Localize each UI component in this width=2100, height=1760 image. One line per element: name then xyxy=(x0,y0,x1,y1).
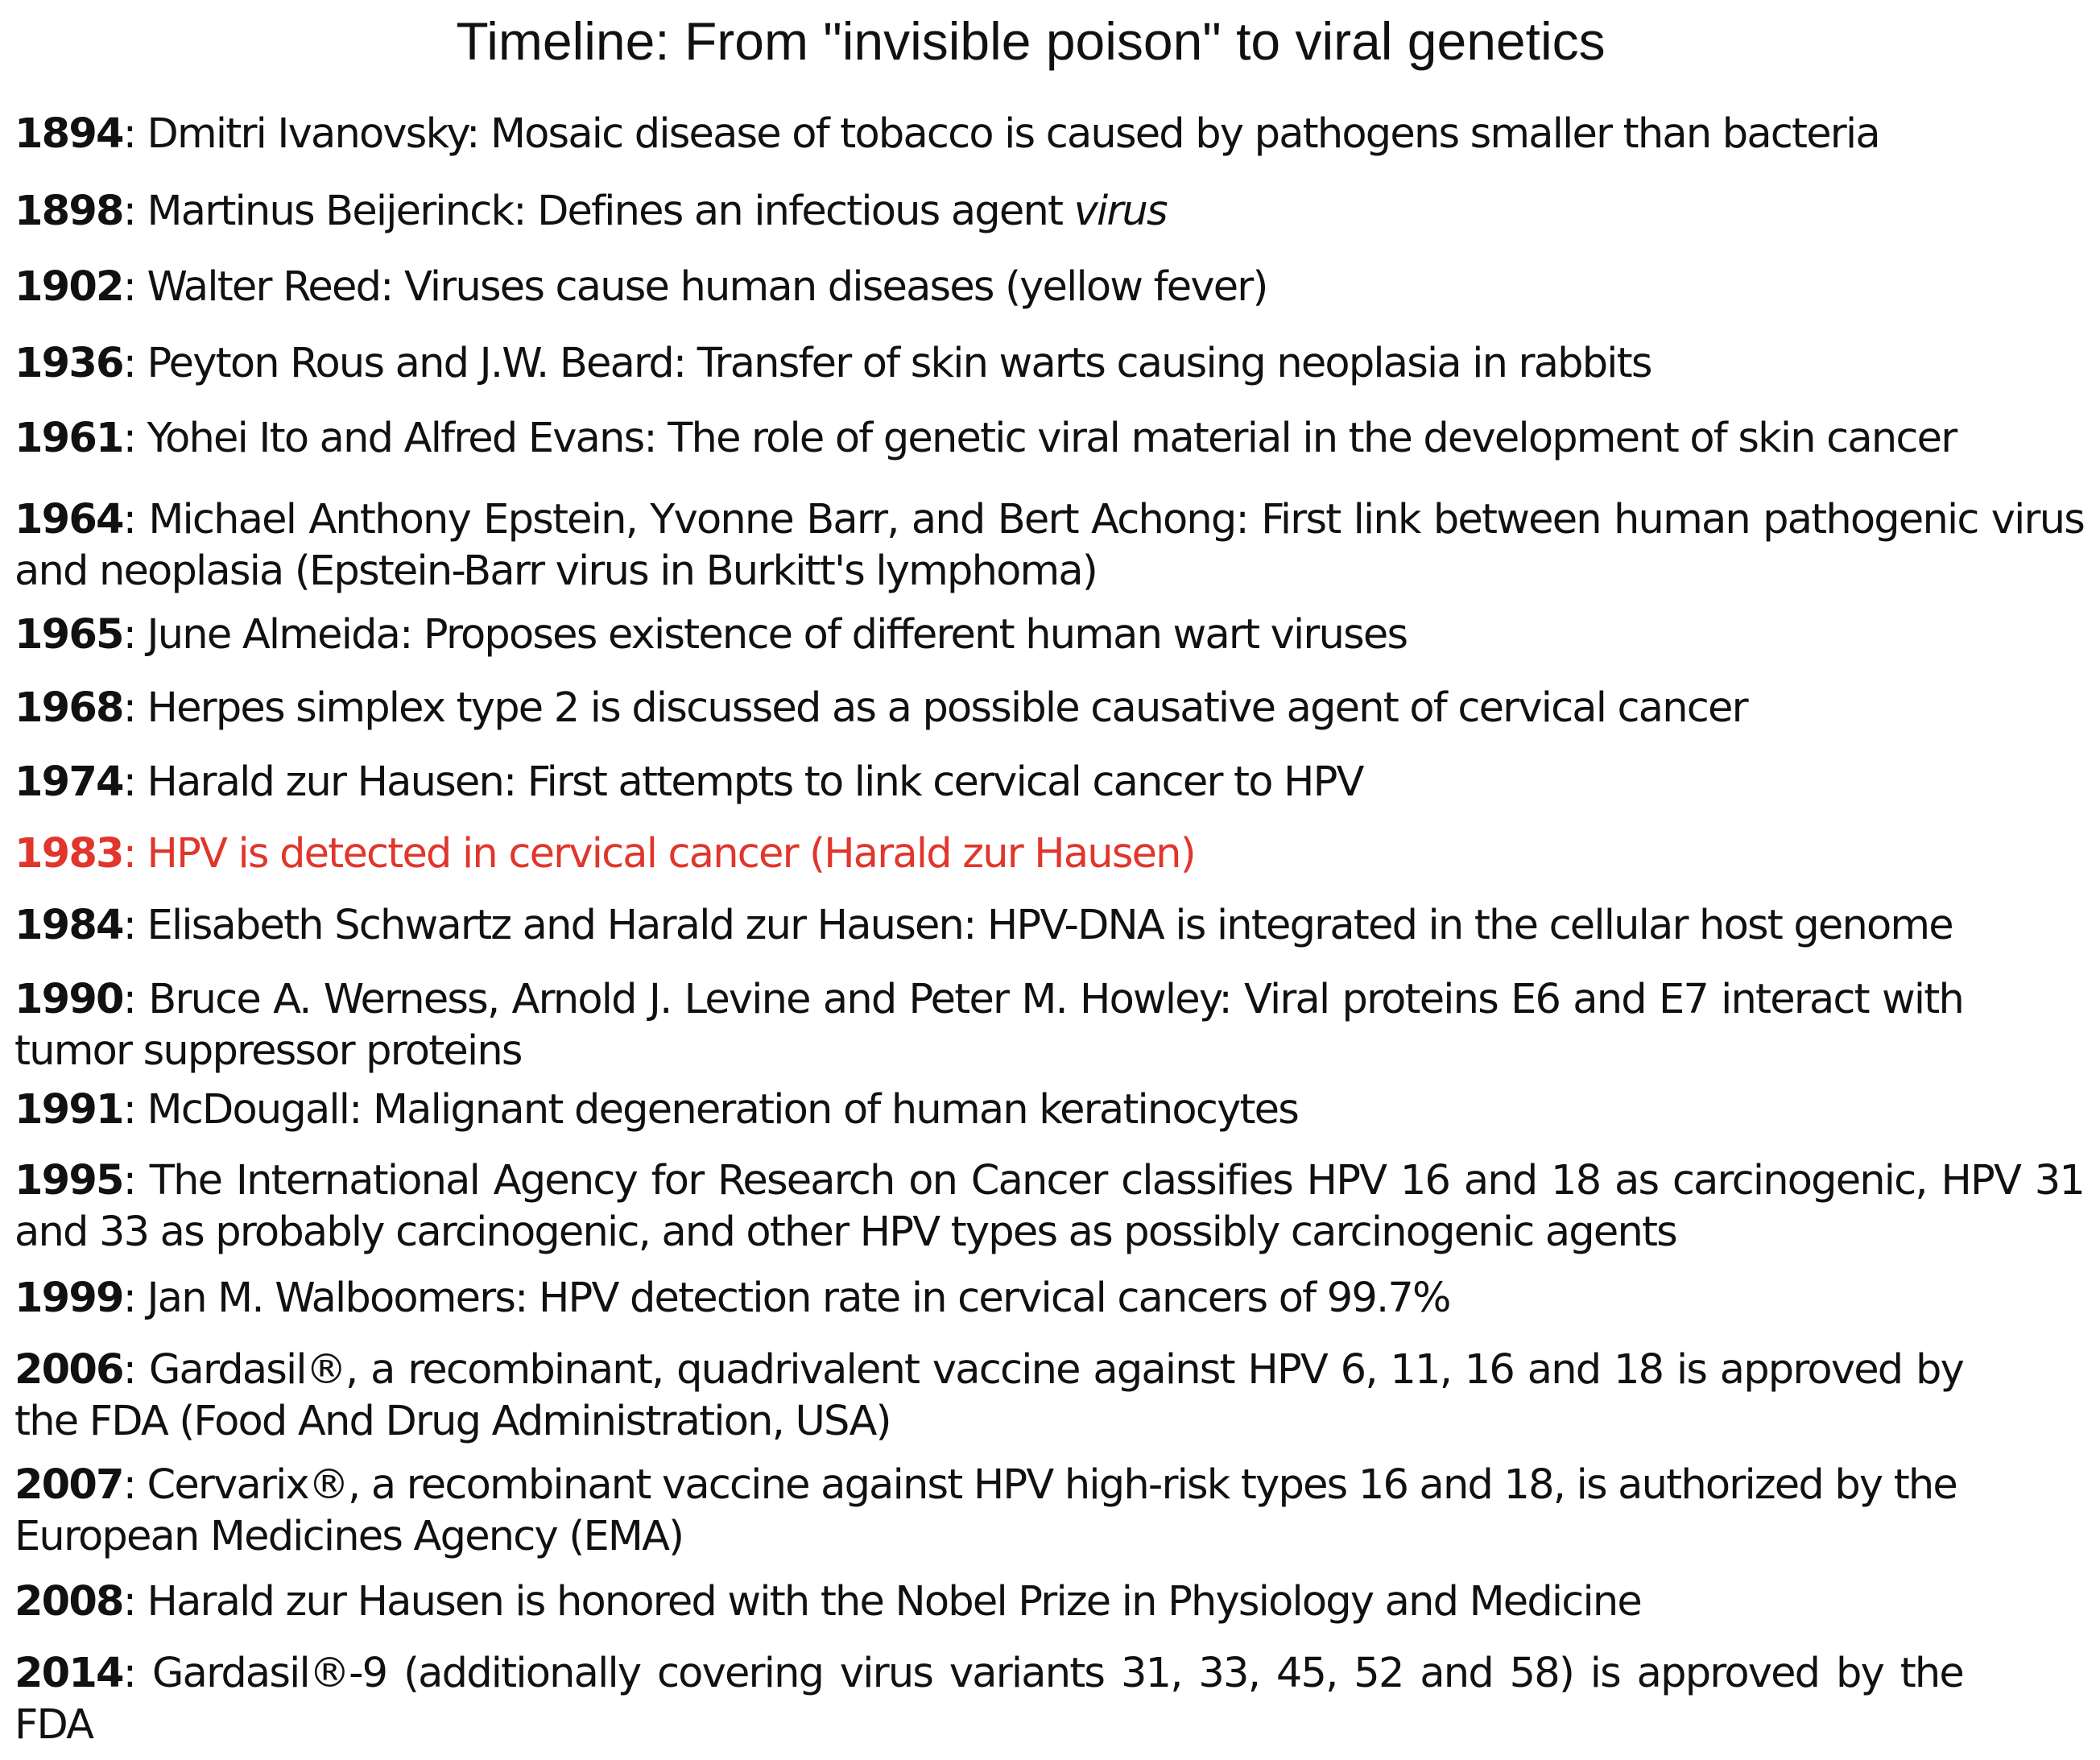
entry-text: Yohei Ito and Alfred Evans: The role of genetic viral material in the development of skin cancer xyxy=(147,415,1957,462)
entry-text: Michael Anthony Epstein, Yvonne Barr, and Bert Achong: First link between human pathogenic virus and neoplasia (Epstein-Barr virus in Burkitt's lymphoma) xyxy=(14,496,2085,595)
entry-year: 1936 xyxy=(14,340,123,387)
entry-text: June Almeida: Proposes existence of different human wart viruses xyxy=(147,611,1408,659)
entry-text: Gardasil®, a recombinant, quadrivalent vaccine against HPV 6, 11, 16 and 18 is approved by the FDA (Food And Drug Administration, USA) xyxy=(14,1346,1963,1445)
timeline-entry-2014 xyxy=(14,1648,1963,1751)
timeline-entry-2007 xyxy=(14,1460,1979,1563)
timeline-entry-1983-highlighted xyxy=(14,828,1195,880)
timeline-entry-2006 xyxy=(14,1345,1963,1448)
entry-text: Gardasil®-9 (additionally covering virus variants 31, 33, 45, 52 and 58) is approved by the FDA xyxy=(14,1650,1963,1749)
entry-separator: : xyxy=(122,1461,147,1509)
entry-text: Herpes simplex type 2 is discussed as a possible causative agent of cervical cancer xyxy=(147,684,1747,732)
entry-text: HPV is detected in cervical cancer (Harald zur Hausen) xyxy=(147,830,1195,878)
timeline-entry-2008 xyxy=(14,1576,1641,1628)
entry-separator: : xyxy=(122,611,147,659)
timeline-entry-1999 xyxy=(14,1273,1450,1324)
entry-year: 2006 xyxy=(14,1346,123,1394)
entry-separator: : xyxy=(122,1650,152,1697)
entry-separator: : xyxy=(122,110,147,158)
entry-year: 1964 xyxy=(14,496,123,543)
entry-separator: : xyxy=(122,684,147,732)
entry-separator: : xyxy=(122,263,147,311)
entry-year: 1999 xyxy=(14,1275,123,1322)
entry-text: Dmitri Ivanovsky: Mosaic disease of tobacco is caused by pathogens smaller than bacteria xyxy=(147,110,1879,158)
entry-separator: : xyxy=(122,830,147,878)
entry-year: 1995 xyxy=(14,1157,123,1204)
entry-year: 1898 xyxy=(14,188,123,235)
entry-emphasis: virus xyxy=(1073,188,1167,235)
entry-text: Walter Reed: Viruses cause human diseases (yellow fever) xyxy=(147,263,1267,311)
entry-year: 1991 xyxy=(14,1086,123,1134)
entry-text: Harald zur Hausen is honored with the Nobel Prize in Physiology and Medicine xyxy=(147,1578,1642,1626)
entry-year: 1968 xyxy=(14,684,123,732)
entry-text: Bruce A. Werness, Arnold J. Levine and Peter M. Howley: Viral proteins E6 and E7 interact with tumor suppressor proteins xyxy=(14,976,1963,1075)
timeline-entry-1961 xyxy=(14,413,1956,465)
timeline-entry-1894 xyxy=(14,109,1879,160)
entry-text: Elisabeth Schwartz and Harald zur Hausen: HPV-DNA is integrated in the cellular host genome xyxy=(147,902,1953,949)
entry-year: 2008 xyxy=(14,1578,123,1626)
entry-separator: : xyxy=(122,1275,147,1322)
entry-year: 1965 xyxy=(14,611,123,659)
timeline-entry-1984 xyxy=(14,900,1953,952)
entry-separator: : xyxy=(122,1346,149,1394)
entry-separator: : xyxy=(122,188,147,235)
entry-separator: : xyxy=(122,976,149,1023)
entry-year: 1961 xyxy=(14,415,123,462)
entry-separator: : xyxy=(122,1086,147,1134)
entry-year: 1983 xyxy=(14,830,123,878)
entry-year: 1984 xyxy=(14,902,123,949)
timeline-entry-1965 xyxy=(14,609,1407,661)
entry-year: 2014 xyxy=(14,1650,123,1697)
entry-year: 1894 xyxy=(14,110,123,158)
entry-text: Jan M. Walboomers: HPV detection rate in cervical cancers of 99.7% xyxy=(147,1275,1450,1322)
page-title: Timeline: From "invisible poison" to viral genetics xyxy=(456,11,1606,71)
timeline-entry-1991 xyxy=(14,1085,1298,1136)
entry-separator: : xyxy=(122,1578,147,1626)
timeline-entry-1964 xyxy=(14,494,2084,597)
entry-separator: : xyxy=(122,1157,150,1204)
entry-text: Harald zur Hausen: First attempts to link cervical cancer to HPV xyxy=(147,758,1363,806)
timeline-entry-1974 xyxy=(14,757,1363,808)
entry-text: Cervarix®, a recombinant vaccine against HPV high-risk types 16 and 18, is authorized by the European Medicines Agency (EMA) xyxy=(14,1461,1957,1560)
entry-separator: : xyxy=(122,415,147,462)
entry-year: 1974 xyxy=(14,758,123,806)
entry-separator: : xyxy=(122,902,147,949)
timeline-entry-1898 xyxy=(14,186,1167,238)
entry-year: 1902 xyxy=(14,263,123,311)
timeline-entry-1990 xyxy=(14,974,1963,1077)
entry-year: 1990 xyxy=(14,976,123,1023)
entry-separator: : xyxy=(122,758,147,806)
entry-separator: : xyxy=(122,340,147,387)
entry-year: 2007 xyxy=(14,1461,123,1509)
entry-text: McDougall: Malignant degeneration of human keratinocytes xyxy=(147,1086,1298,1134)
timeline-entry-1968 xyxy=(14,683,1747,734)
entry-text: The International Agency for Research on Cancer classifies HPV 16 and 18 as carcinogenic, HPV 31 and 33 as probably carcinogenic, and other HPV types as possibly carcinogenic agents xyxy=(14,1157,2085,1256)
timeline-entry-1936 xyxy=(14,338,1651,390)
entry-separator: : xyxy=(122,496,149,543)
entry-text: Peyton Rous and J.W. Beard: Transfer of skin warts causing neoplasia in rabbits xyxy=(147,340,1651,387)
timeline-entry-1995 xyxy=(14,1155,2084,1258)
entry-text: Martinus Beijerinck: Defines an infectious agent xyxy=(147,188,1074,235)
timeline-entry-1902 xyxy=(14,262,1267,313)
